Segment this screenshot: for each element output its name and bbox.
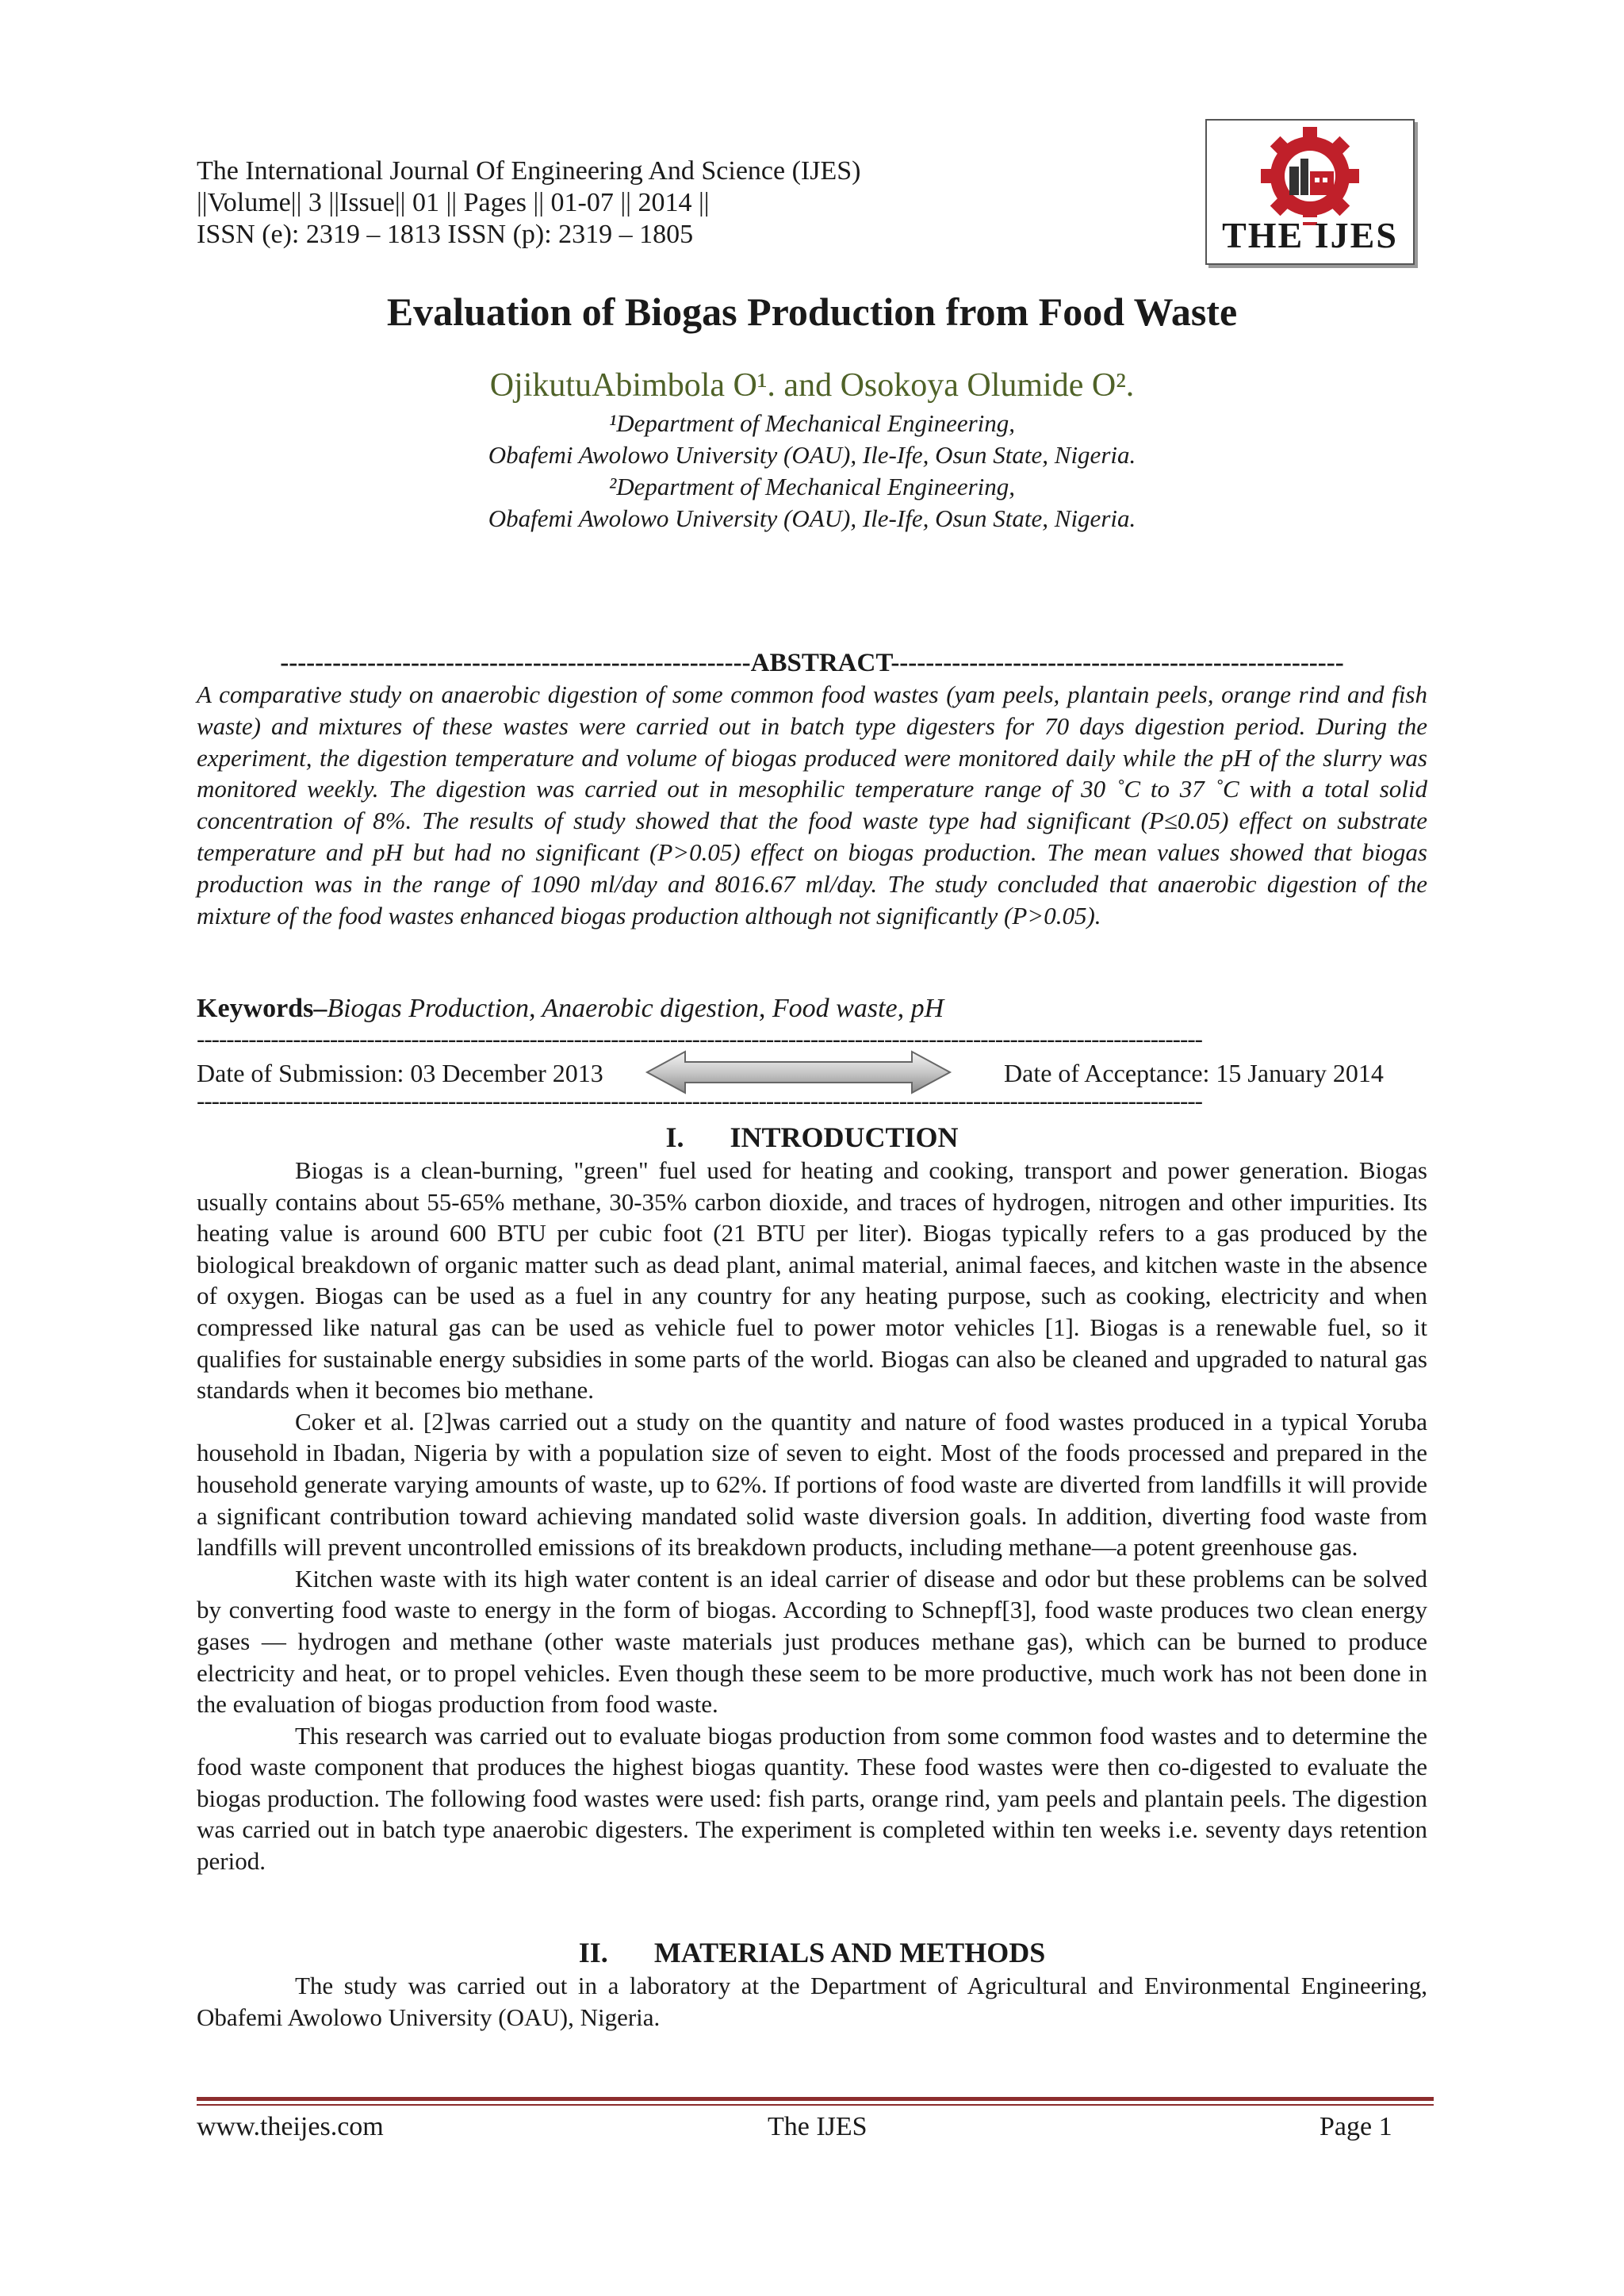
footer-rule-thin bbox=[197, 2104, 1434, 2106]
paper-title: Evaluation of Biogas Production from Food Waste bbox=[386, 289, 1238, 334]
paragraph: The study was carried out in a laboratory at the Department of Agricultural and Environmental Engineering, Obafemi Awolowo University (OAU), Nigeria. bbox=[197, 1972, 1427, 2031]
volume-info: ||Volume|| 3 ||Issue|| 01 || Pages || 01-07 || 2014 || bbox=[197, 188, 710, 217]
footer-page-number: Page 1 bbox=[1320, 2112, 1392, 2141]
double-arrow-icon bbox=[644, 1048, 953, 1096]
affiliation-2-univ: Obafemi Awolowo University (OAU), Ile-Ife, Osun State, Nigeria. bbox=[488, 504, 1136, 532]
abstract-text: A comparative study on anaerobic digestion of some common food wastes (yam peels, plantain peels, orange rind and fish waste) and mixtures of these wastes were carried out in batch type digesters for 70 days digestion period. During the experiment, the digestion temperature and volume of biogas produced were monitored daily while the pH of the slurry was monitored weekly. The digestion was carried out in mesophilic temperature range of 30 ˚C to 37 ˚C with a total solid concentration of 8%. The results of study showed that the food waste type had significant (P≤0.05) effect on substrate temperature and pH but had no significant (P>0.05) effect on biogas production. The mean values showed that biogas production was in the range of 1090 ml/day and 8016.67 ml/day. The study concluded that anaerobic digestion of the mixture of the food wastes enhanced biogas production although not significantly (P>0.05). bbox=[197, 680, 1427, 930]
issn-info: ISSN (e): 2319 – 1813 ISSN (p): 2319 – 1805 bbox=[197, 220, 694, 249]
section-title: MATERIALS AND METHODS bbox=[653, 1937, 1046, 1968]
dashed-rule-bottom: ---------------------------------------------------------------------------------------------------------------------------------------- bbox=[197, 1090, 1202, 1112]
section-number: II. bbox=[578, 1937, 608, 1968]
acceptance-date: Date of Acceptance: 15 January 2014 bbox=[1004, 1059, 1384, 1087]
affiliation-2-dept: ²Department of Mechanical Engineering, bbox=[608, 473, 1016, 500]
affiliation-1-univ: Obafemi Awolowo University (OAU), Ile-Ife, Osun State, Nigeria. bbox=[488, 441, 1136, 469]
section-heading-methods bbox=[197, 1935, 1427, 1970]
keywords bbox=[197, 991, 1434, 1026]
keywords-label: Keywords– bbox=[197, 994, 327, 1023]
section-number: I. bbox=[665, 1121, 684, 1153]
affiliation-1-dept: ¹Department of Mechanical Engineering, bbox=[608, 409, 1016, 437]
introduction-body bbox=[197, 1155, 1427, 1877]
abstract-heading: ------------------------------------------------------ABSTRACT---------------------------------------------------- bbox=[280, 649, 1344, 677]
methods-body bbox=[197, 1970, 1427, 2033]
footer-journal: The IJES bbox=[768, 2112, 868, 2141]
journal-name: The International Journal Of Engineering And Science (IJES) bbox=[197, 156, 861, 186]
submission-date: Date of Submission: 03 December 2013 bbox=[197, 1059, 603, 1087]
paragraph: Biogas is a clean-burning, "green" fuel used for heating and cooking, transport and power generation. Biogas usually contains about 55-65% methane, 30-35% carbon dioxide, and traces of hydrogen, nitrogen and other impurities. Its heating value is around 600 BTU per cubic foot (21 BTU per liter). Biogas typically refers to a gas produced by the biological breakdown of organic matter such as dead plant, animal material, animal faeces, and kitchen waste in the absence of oxygen. Biogas can be used as a fuel in any country for any heating purpose, such as cooking, electricity and when compressed like natural gas can be used as vehicle fuel to power motor vehicles [1]. Biogas is a renewable fuel, so it qualifies for sustainable energy subsidies in some parts of the world. Biogas can also be cleaned and upgraded to natural gas standards when it becomes bio methane. bbox=[197, 1156, 1427, 1405]
paper-authors: OjikutuAbimbola O¹. and Osokoya Olumide O². bbox=[489, 367, 1135, 404]
keywords-text: Biogas Production, Anaerobic digestion, Food waste, pH bbox=[327, 994, 944, 1023]
footer-rule bbox=[197, 2097, 1434, 2101]
footer-website[interactable]: www.theijes.com bbox=[197, 2112, 384, 2141]
logo-text: THE IJES bbox=[1222, 215, 1398, 255]
paragraph: This research was carried out to evaluate biogas production from some common food wastes and to determine the food waste component that produces the highest biogas quantity. These food wastes were then co-digested to evaluate the biogas production. The following food wastes were used: fish parts, orange rind, yam peels and plantain peels. The digestion was carried out in batch type anaerobic digesters. The experiment is completed within ten weeks i.e. seventy days retention period. bbox=[197, 1721, 1427, 1876]
dashed-rule-top: ---------------------------------------------------------------------------------------------------------------------------------------- bbox=[197, 1028, 1202, 1050]
paragraph: Kitchen waste with its high water content is an ideal carrier of disease and odor but these problems can be solved by converting food waste to energy in the form of biogas. According to Schnepf[3], food waste produces two clean energy gases — hydrogen and methane (other waste materials just produces methane gas), which can be burned to produce electricity and heat, or to propel vehicles. Even though these seem to be more productive, much work has not been done in the evaluation of biogas production from food waste. bbox=[197, 1564, 1427, 1719]
section-title: INTRODUCTION bbox=[730, 1121, 959, 1153]
section-heading-introduction bbox=[197, 1120, 1427, 1155]
ijes-logo bbox=[1205, 119, 1415, 265]
paragraph: Coker et al. [2]was carried out a study on the quantity and nature of food wastes produced in a typical Yoruba household in Ibadan, Nigeria by with a population size of seven to eight. Most of the foods processed and prepared in the household generate varying amounts of waste, up to 62%. If portions of food waste are diverted from landfills it will provide a significant contribution toward achieving mandated solid waste diversion goals. In addition, diverting food waste from landfills will prevent uncontrolled emissions of its breakdown products, including methane—a potent greenhouse gas. bbox=[197, 1407, 1427, 1562]
